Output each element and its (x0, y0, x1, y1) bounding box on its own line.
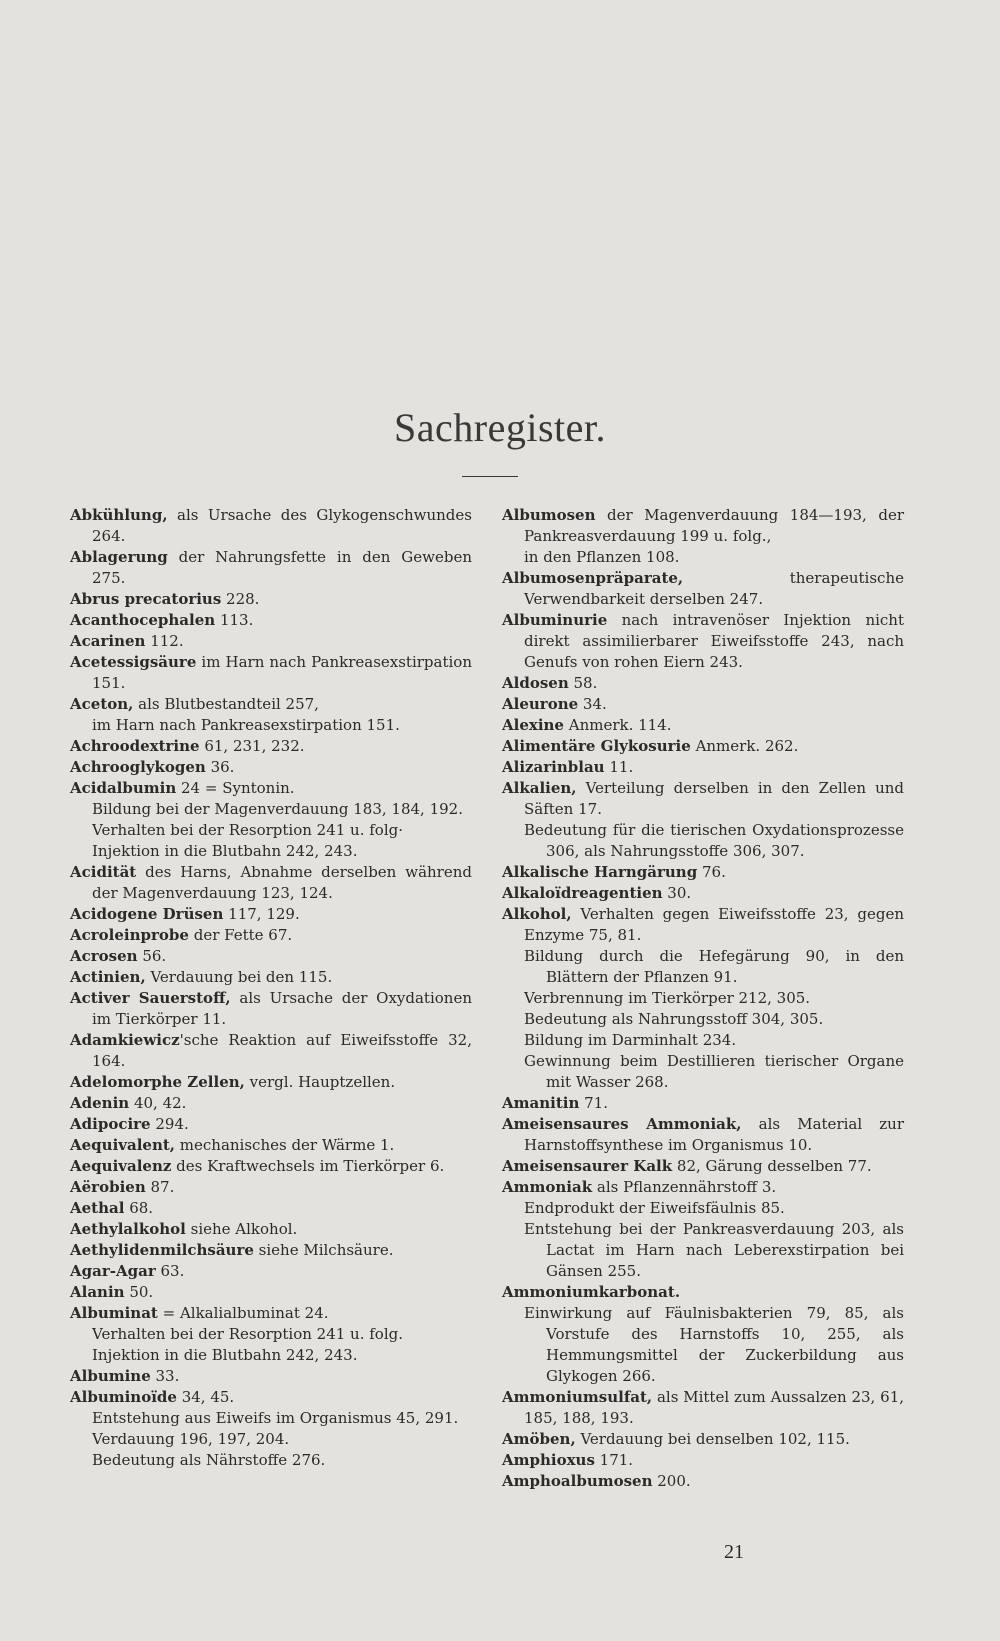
index-headword: Ameisensaures Ammoniak, (502, 1115, 742, 1133)
index-text: mechanisches der Wärme 1. (175, 1136, 395, 1154)
index-entry (502, 904, 904, 946)
page-number: 21 (724, 1541, 744, 1563)
index-text: Verdauung 196, 197, 204. (92, 1430, 290, 1448)
index-headword: Acetessigsäure (70, 653, 197, 671)
index-text: des Kraftwechsels im Tierkörper 6. (171, 1157, 445, 1175)
index-text: Verhalten gegen Eiweifsstoffe 23, gegen Enzyme 75, 81. (524, 905, 904, 944)
index-text: 71. (579, 1094, 608, 1112)
index-entry (70, 988, 472, 1030)
index-text: 76. (697, 863, 726, 881)
index-text: 30. (662, 884, 692, 902)
index-entry (70, 1177, 472, 1198)
index-text: Bedeutung als Nährstoffe 276. (92, 1451, 326, 1469)
index-entry (70, 1135, 472, 1156)
index-text: als Ursache des Glykogenschwundes 264. (92, 506, 472, 545)
index-text: der Nahrungsfette in den Geweben 275. (92, 548, 472, 587)
index-entry (70, 610, 472, 631)
index-entry (70, 778, 472, 799)
index-text: Injektion in die Blutbahn 242, 243. (92, 1346, 358, 1364)
index-text: 36. (205, 758, 235, 776)
index-headword: Acidalbumin (70, 779, 177, 797)
index-entry (70, 1114, 472, 1135)
index-text: der Magenverdauung 184—193, der Pankreasverdauung 199 u. folg., (524, 506, 904, 545)
index-entry (502, 1156, 904, 1177)
index-text: im Harn nach Pankreasexstirpation 151. (92, 653, 472, 692)
index-text: des Harns, Abnahme derselben während der Magenverdauung 123, 124. (92, 863, 472, 902)
index-headword: Albuminat (70, 1304, 158, 1322)
index-headword: Aleurone (502, 695, 579, 713)
index-text: vergl. Hauptzellen. (244, 1073, 396, 1091)
index-entry (502, 1429, 904, 1450)
index-subentry (70, 799, 472, 820)
index-subentry (502, 1303, 904, 1387)
index-text: 82, Gärung desselben 77. (672, 1157, 872, 1175)
index-headword: Agar-Agar (70, 1262, 156, 1280)
index-text: 40, 42. (129, 1094, 187, 1112)
index-text: 68. (124, 1199, 154, 1217)
index-headword: Adelomorphe Zellen, (70, 1073, 245, 1091)
index-text: Bedeutung als Nahrungsstoff 304, 305. (524, 1010, 824, 1028)
index-text: Verdauung bei denselben 102, 115. (575, 1430, 850, 1448)
index-entry (502, 757, 904, 778)
index-entry (70, 1030, 472, 1072)
index-text: Bildung durch die Hefegärung 90, in den Blättern der Pflanzen 91. (524, 947, 904, 986)
index-column-right (502, 505, 904, 1492)
index-entry (70, 862, 472, 904)
index-subentry (70, 1408, 472, 1429)
index-text: 56. (137, 947, 167, 965)
index-headword: Ameisensaurer Kalk (502, 1157, 673, 1175)
index-headword: Albuminurie (502, 611, 608, 629)
index-headword: Alimentäre Glykosurie (502, 737, 691, 755)
index-entry (502, 610, 904, 673)
index-entry (70, 505, 472, 547)
index-entry (70, 631, 472, 652)
index-text: als Mittel zum Aussalzen 23, 61, 185, 188, 193. (524, 1388, 904, 1427)
index-headword: Alizarinblau (502, 758, 605, 776)
index-headword: Albumosen (502, 506, 596, 524)
index-headword: Aethylalkohol (70, 1220, 186, 1238)
index-text: als Material zur Harnstoffsynthese im Organismus 10. (524, 1115, 905, 1154)
index-headword: Ammoniumkarbonat. (502, 1283, 681, 1301)
index-subentry (502, 820, 904, 862)
index-subentry (502, 547, 904, 568)
index-text: Bedeutung für die tierischen Oxydationsprozesse 306, als Nahrungsstoffe 306, 307. (524, 821, 904, 860)
index-text: der Fette 67. (188, 926, 293, 944)
index-headword: Aethal (70, 1199, 125, 1217)
index-text: Bildung bei der Magenverdauung 183, 184, 192. (92, 800, 463, 818)
index-headword: Aequivalent, (70, 1136, 176, 1154)
index-subentry (502, 1198, 904, 1219)
index-entry (502, 568, 904, 610)
index-text: Entstehung bei der Pankreasverdauung 203, als Lactat im Harn nach Leberexstirpation bei Gänsen 255. (524, 1220, 904, 1280)
index-text: 33. (150, 1367, 180, 1385)
index-text: 228. (221, 590, 260, 608)
index-text: Einwirkung auf Fäulnisbakterien 79, 85, als Vorstufe des Harnstoffs 10, 255, als Hemmungsmittel der Zuckerbildung aus Glykogen 266. (524, 1304, 904, 1385)
index-entry (502, 1471, 904, 1492)
index-text: 58. (568, 674, 598, 692)
index-headword: Acroleinprobe (70, 926, 189, 944)
index-entry (70, 1261, 472, 1282)
index-entry (502, 1450, 904, 1471)
index-headword: Ammoniumsulfat, (502, 1388, 653, 1406)
index-entry (70, 1156, 472, 1177)
index-headword: Ammoniak (502, 1178, 593, 1196)
index-subentry (502, 1030, 904, 1051)
index-headword: Acarinen (70, 632, 146, 650)
index-text: 113. (215, 611, 254, 629)
index-text: Verhalten bei der Resorption 241 u. folg· (92, 821, 404, 839)
index-entry (502, 1093, 904, 1114)
index-headword: Aceton, (70, 695, 134, 713)
index-entry (502, 778, 904, 820)
title-rule (462, 476, 518, 477)
index-text: 34. (578, 695, 607, 713)
index-headword: Adamkiewicz (70, 1031, 180, 1049)
index-entry (70, 547, 472, 589)
index-subentry (502, 946, 904, 988)
index-entry (70, 1093, 472, 1114)
index-text: als Blutbestandteil 257, (133, 695, 319, 713)
index-text: siehe Alkohol. (185, 1220, 298, 1238)
index-headword: Amphioxus (502, 1451, 595, 1469)
index-headword: Activer Sauerstoff, (70, 989, 231, 1007)
index-headword: Albumosenpräparate, (502, 569, 684, 587)
index-headword: Alexine (502, 716, 564, 734)
index-subentry (70, 841, 472, 862)
index-text: Verteilung derselben in den Zellen und Säften 17. (524, 779, 904, 818)
index-text: 24 = Syntonin. (176, 779, 295, 797)
index-headword: Aërobien (70, 1178, 146, 1196)
index-entry (502, 862, 904, 883)
index-entry (502, 505, 904, 547)
index-subentry (502, 988, 904, 1009)
index-text: 63. (155, 1262, 185, 1280)
index-text: siehe Milchsäure. (253, 1241, 394, 1259)
index-headword: Albumine (70, 1367, 151, 1385)
index-headword: Acrosen (70, 947, 138, 965)
index-headword: Alkohol, (502, 905, 572, 923)
index-text: Verhalten bei der Resorption 241 u. folg. (92, 1325, 404, 1343)
index-text: Verdauung bei den 115. (145, 968, 333, 986)
index-entry (70, 1387, 472, 1408)
index-text: = Alkalialbuminat 24. (157, 1304, 329, 1322)
index-headword: Adenin (70, 1094, 130, 1112)
index-text: nach intravenöser Injektion nicht direkt assimilierbarer Eiweifsstoffe 243, nach Genufs von rohen Eiern 243. (524, 611, 904, 671)
index-entry (70, 736, 472, 757)
index-headword: Amanitin (502, 1094, 580, 1112)
index-text: 171. (594, 1451, 634, 1469)
index-subentry (70, 1324, 472, 1345)
index-text: therapeutische Verwendbarkeit derselben 247. (524, 569, 904, 608)
index-entry (70, 1198, 472, 1219)
index-text: 294. (150, 1115, 189, 1133)
index-text: 50. (124, 1283, 154, 1301)
index-entry (70, 757, 472, 778)
index-headword: Acanthocephalen (70, 611, 216, 629)
index-text: Anmerk. 114. (563, 716, 672, 734)
index-headword: Ablagerung (70, 548, 168, 566)
page-title: Sachregister. (394, 405, 606, 450)
index-text: 34, 45. (176, 1388, 235, 1406)
index-text: Endprodukt der Eiweifsfäulnis 85. (524, 1199, 785, 1217)
index-entry (502, 883, 904, 904)
index-text: 61, 231, 232. (199, 737, 305, 755)
index-headword: Abkühlung, (70, 506, 168, 524)
index-headword: Alkalische Harngärung (502, 863, 698, 881)
index-entry (70, 652, 472, 694)
index-text: 117, 129. (223, 905, 300, 923)
index-entry (502, 1282, 904, 1303)
index-subentry (70, 1450, 472, 1471)
index-text: in den Pflanzen 108. (524, 548, 680, 566)
index-entry (502, 715, 904, 736)
index-entry (70, 694, 472, 715)
index-text: Anmerk. 262. (690, 737, 799, 755)
index-headword: Amöben, (502, 1430, 576, 1448)
index-entry (502, 1177, 904, 1198)
index-entry (70, 589, 472, 610)
index-headword: Alkalien, (502, 779, 577, 797)
index-text: 112. (145, 632, 184, 650)
index-entry (70, 925, 472, 946)
index-subentry (70, 820, 472, 841)
index-text: Entstehung aus Eiweifs im Organismus 45, 291. (92, 1409, 459, 1427)
index-headword: Acidität (70, 863, 137, 881)
index-headword: Aldosen (502, 674, 569, 692)
index-entry (70, 1282, 472, 1303)
index-entry (70, 1366, 472, 1387)
index-headword: Amphoalbumosen (502, 1472, 653, 1490)
index-entry (70, 946, 472, 967)
index-text: 11. (604, 758, 634, 776)
index-text: Bildung im Darminhalt 234. (524, 1031, 737, 1049)
index-entry (70, 1072, 472, 1093)
index-headword: Alanin (70, 1283, 125, 1301)
index-headword: Acidogene Drüsen (70, 905, 224, 923)
index-text: Injektion in die Blutbahn 242, 243. (92, 842, 358, 860)
index-subentry (502, 1009, 904, 1030)
index-headword: Actinien, (70, 968, 146, 986)
index-column-left (70, 505, 472, 1471)
index-text: Verbrennung im Tierkörper 212, 305. (524, 989, 811, 1007)
index-headword: Aethylidenmilchsäure (70, 1241, 254, 1259)
index-headword: Achrooglykogen (70, 758, 206, 776)
index-headword: Alkaloïdreagentien (502, 884, 663, 902)
index-entry (70, 1240, 472, 1261)
index-entry (70, 904, 472, 925)
index-subentry (70, 1345, 472, 1366)
index-subentry (502, 1219, 904, 1282)
index-headword: Aequivalenz (70, 1157, 172, 1175)
index-text: 200. (652, 1472, 691, 1490)
index-entry (502, 1387, 904, 1429)
index-text: Gewinnung beim Destillieren tierischer Organe mit Wasser 268. (524, 1052, 904, 1091)
index-headword: Albuminoïde (70, 1388, 177, 1406)
index-text: als Pflanzennährstoff 3. (592, 1178, 777, 1196)
index-headword: Achroodextrine (70, 737, 200, 755)
index-entry (502, 673, 904, 694)
index-text: 'sche Reaktion auf Eiweifsstoffe 32, 164. (92, 1031, 472, 1070)
index-text: im Harn nach Pankreasexstirpation 151. (92, 716, 400, 734)
index-subentry (70, 1429, 472, 1450)
index-text: als Ursache der Oxydationen im Tierkörper 11. (92, 989, 472, 1028)
index-entry (502, 736, 904, 757)
index-entry (70, 1219, 472, 1240)
index-subentry (70, 715, 472, 736)
index-headword: Adipocire (70, 1115, 151, 1133)
index-entry (70, 1303, 472, 1324)
index-text: 87. (145, 1178, 175, 1196)
index-entry (70, 967, 472, 988)
index-entry (502, 1114, 904, 1156)
index-subentry (502, 1051, 904, 1093)
index-headword: Abrus precatorius (70, 590, 222, 608)
index-entry (502, 694, 904, 715)
